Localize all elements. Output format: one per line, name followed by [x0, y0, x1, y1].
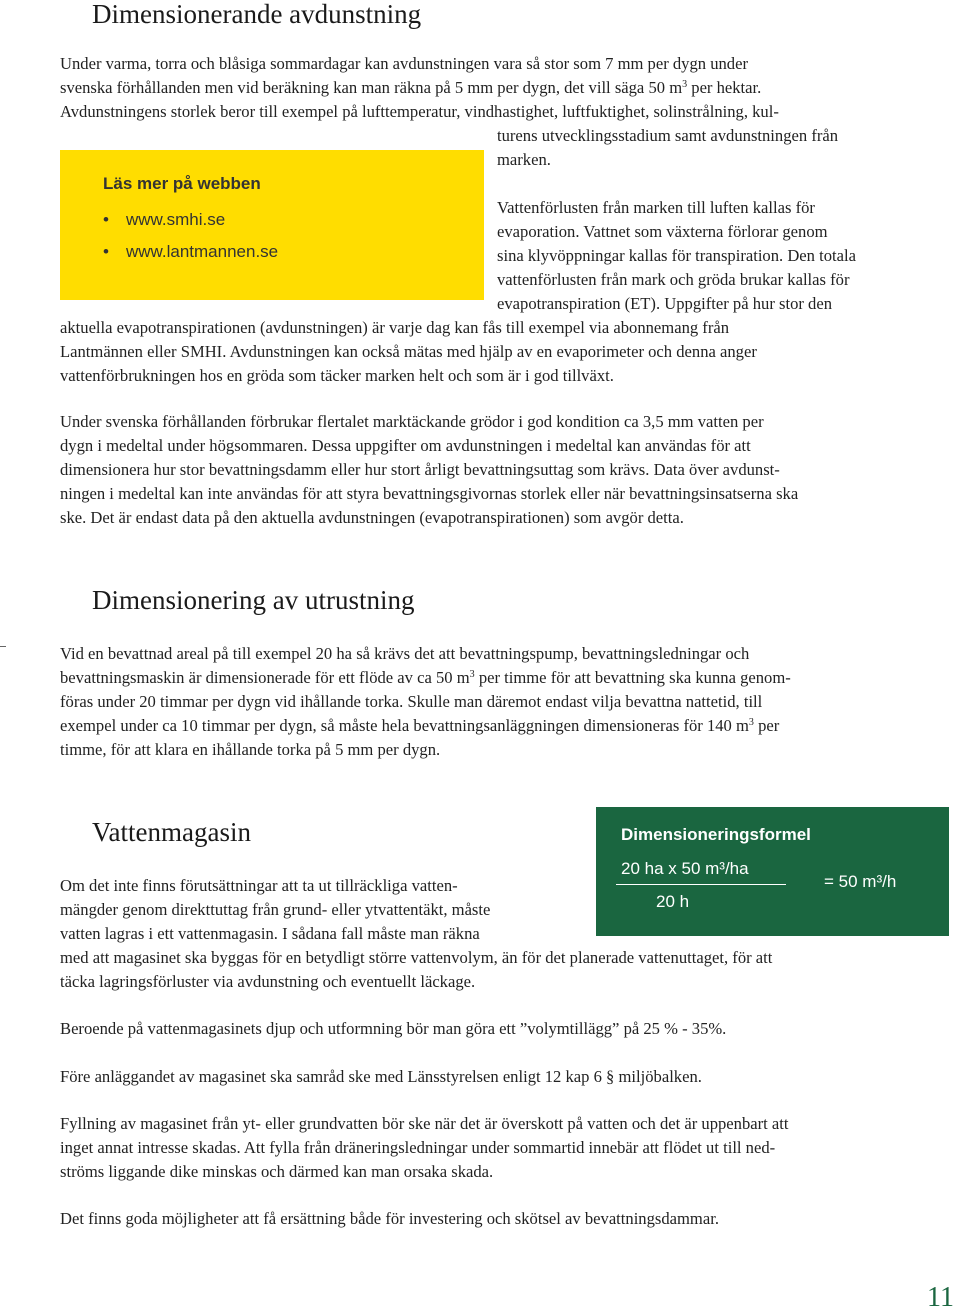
text-line: mängder genom direkttuttag från grund- eller ytvattentäkt, måste	[60, 900, 491, 919]
text-line: med att magasinet ska byggas för en betydligt större vattenvolym, än för det planerade vattenuttaget, för att	[60, 948, 773, 967]
paragraph-equipment-sizing	[60, 642, 920, 762]
text-line: ströms liggande dike minskas och därmed kan man orsaka skada.	[60, 1162, 494, 1181]
paragraph-swedish-conditions	[60, 410, 920, 530]
text-line: vattenförbrukningen hos en gröda som täcker marken helt och som är i god tillväxt.	[60, 366, 614, 385]
text-line: Vattenförlusten från marken till luften kallas för	[497, 198, 815, 217]
bullet-icon: •	[103, 210, 109, 229]
link-smhi[interactable]: • www.smhi.se	[103, 204, 278, 236]
paragraph-evaporation-intro-cont	[497, 124, 897, 172]
text-line: Om det inte finns förutsättningar att ta ut tillräckliga vatten-	[60, 876, 458, 895]
text-line: dygn i medeltal under högsommaren. Dessa uppgifter om avdunstningen i medeltal kan användas för att	[60, 436, 751, 455]
text-line: vattenförlusten från mark och gröda brukar kallas för	[497, 270, 850, 289]
fraction-line	[616, 884, 786, 885]
paragraph-reservoir-intro-cont	[60, 946, 920, 994]
formula-title: Dimensioneringsformel	[621, 825, 811, 844]
formula-result: = 50 m³/h	[824, 872, 897, 891]
infobox-title: Läs mer på webben	[103, 174, 261, 193]
paragraph-volume-addition	[60, 1017, 920, 1041]
page-number: 11	[927, 1282, 954, 1313]
heading-dimensionering-av-utrustning: Dimensionering av utrustning	[92, 585, 415, 615]
text-line: Före anläggandet av magasinet ska samråd ske med Länsstyrelsen enligt 12 kap 6 § miljöbalken.	[60, 1067, 702, 1086]
text-line: Beroende på vattenmagasinets djup och utformning bör man göra ett ”volymtillägg” på 25 % - 35%.	[60, 1019, 727, 1038]
formula-numerator: 20 ha x 50 m³/ha	[621, 859, 749, 878]
text-line: ningen i medeltal kan inte användas för att styra bevattningsgivornas storlek eller när bevattningsinsatserna ska	[60, 484, 799, 503]
paragraph-evaporation-intro	[60, 52, 900, 124]
read-more-infobox	[60, 150, 484, 300]
paragraph-evapotranspiration-cont	[60, 316, 910, 388]
text-line: evapotranspiration (ET). Uppgifter på hur stor den	[497, 294, 832, 313]
text-line: marken.	[497, 150, 551, 169]
paragraph-filling	[60, 1112, 920, 1184]
paragraph-compensation	[60, 1207, 920, 1231]
text-line: bevattningsmaskin är dimensionerade för ett flöde av ca 50 $m^3$ per timme för att bevattning ska kunna genom-	[60, 668, 791, 687]
paragraph-consultation	[60, 1065, 920, 1089]
link-lantmannen[interactable]: • www.lantmannen.se	[103, 236, 278, 268]
text-line: Lantmännen eller SMHI. Avdunstningen kan också mätas med hjälp av en evaporimeter och denna anger	[60, 342, 757, 361]
text-line: exempel under ca 10 timmar per dygn, så måste hela bevattningsanläggningen dimensioneras för 140 $m^3$ per	[60, 716, 780, 735]
text-line: svenska förhållanden men vid beräkning kan man räkna på 5 mm per dygn, det vill säga 50 $m^3$ per hektar.	[60, 78, 762, 97]
paragraph-reservoir-intro	[60, 874, 580, 946]
text-line: Under varma, torra och blåsiga sommardagar kan avdunstningen vara så stor som 7 mm per dygn under	[60, 54, 748, 73]
text-line: timme, för att klara en ihållande torka på 5 mm per dygn.	[60, 740, 441, 759]
text-line: turens utvecklingsstadium samt avdunstningen från	[497, 126, 839, 145]
heading-vattenmagasin: Vattenmagasin	[92, 817, 251, 847]
text-line: täcka lagringsförluster via avdunstning och eventuellt läckage.	[60, 972, 476, 991]
paragraph-evapotranspiration	[497, 196, 917, 316]
formula-denominator: 20 h	[656, 892, 690, 911]
text-line: ske. Det är endast data på den aktuella avdunstningen (evapotranspirationen) som avgör detta.	[60, 508, 684, 527]
heading-dimensionerande-avdunstning: Dimensionerande avdunstning	[92, 0, 422, 29]
text-line: evaporation. Vattnet som växterna förlorar genom	[497, 222, 828, 241]
text-line: Fyllning av magasinet från yt- eller grundvatten bör ske när det är överskott på vatten och det är uppenbart att	[60, 1114, 789, 1133]
bullet-icon: •	[103, 242, 109, 261]
text-line: aktuella evapotranspirationen (avdunstningen) är varje dag kan fås till exempel via abonnemang från	[60, 318, 730, 337]
margin-mark	[0, 646, 6, 647]
formula-box	[596, 807, 949, 936]
text-line: Avdunstningens storlek beror till exempel på lufttemperatur, vindhastighet, luftfuktighet, solinstrålning, kul-	[60, 102, 779, 121]
text-line: föras under 20 timmar per dygn vid ihållande torka. Skulle man däremot endast vilja bevattna nattetid, till	[60, 692, 763, 711]
infobox-link-list	[103, 204, 278, 268]
text-line: Det finns goda möjligheter att få ersättning både för investering och skötsel av bevattningsdammar.	[60, 1209, 719, 1228]
text-line: Vid en bevattnad areal på till exempel 20 ha så krävs det att bevattningspump, bevattningsledningar och	[60, 644, 750, 663]
text-line: inget annat intresse skadas. Att fylla från dräneringsledningar under sommartid innebär att flödet ut till ned-	[60, 1138, 776, 1157]
text-line: dimensionera hur stor bevattningsdamm eller hur stort årligt bevattningsuttag som krävs. Data över avdunst-	[60, 460, 780, 479]
text-line: vatten lagras i ett vattenmagasin. I sådana fall måste man räkna	[60, 924, 480, 943]
text-line: sina klyvöppningar kallas för transpiration. Den totala	[497, 246, 856, 265]
text-line: Under svenska förhållanden förbrukar flertalet marktäckande grödor i god kondition ca 3,5 mm vatten per	[60, 412, 764, 431]
